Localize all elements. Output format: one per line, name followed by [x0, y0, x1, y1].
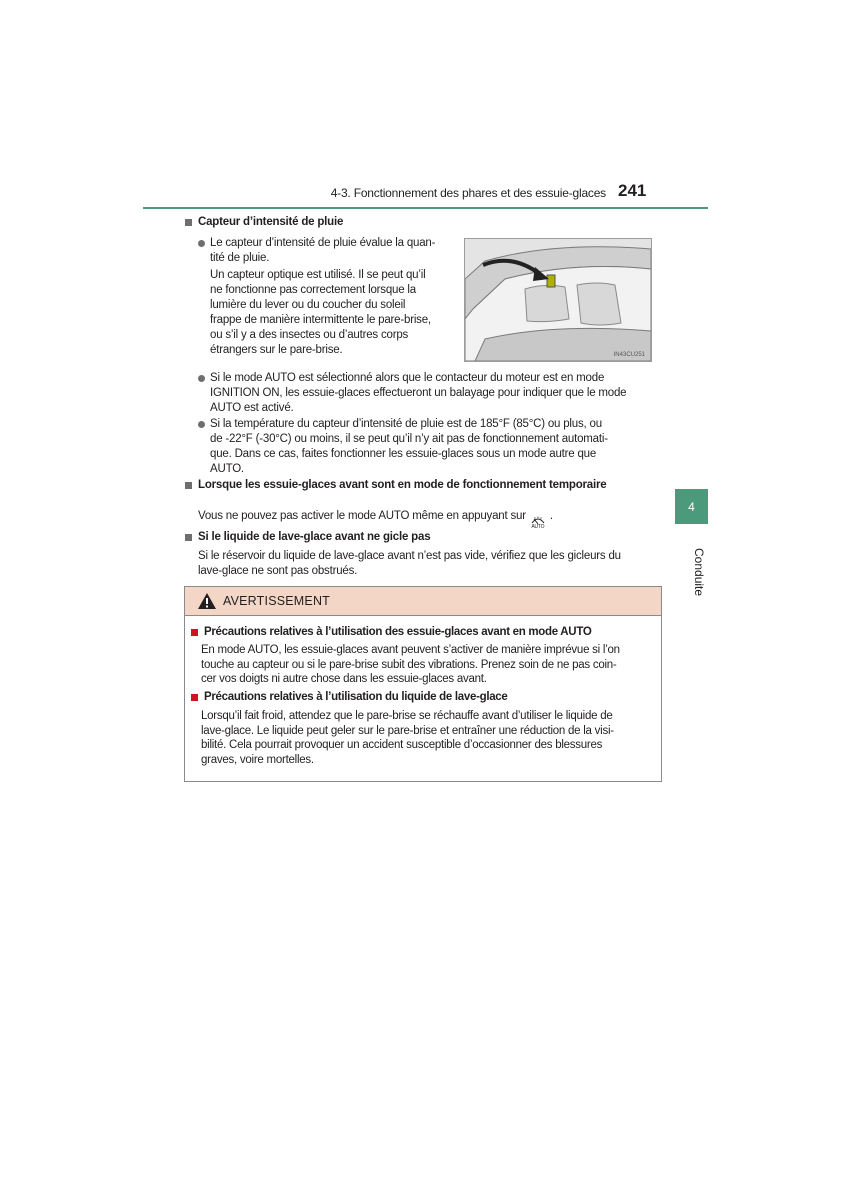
chapter-label: Conduite: [692, 548, 706, 597]
header-divider: [143, 207, 708, 209]
section-heading-temporary-mode: [185, 479, 606, 491]
chapter-number: 4: [688, 499, 695, 514]
text-line: Lorsqu’il fait froid, attendez que le pare-brise se réchauffe avant d’utiliser le liquide de: [201, 710, 613, 722]
bullet-item: [198, 417, 662, 477]
page-number: 241: [618, 181, 647, 200]
round-bullet-icon: [198, 240, 205, 247]
text-line: Si le mode AUTO est sélectionné alors que le contacteur du moteur est en mode: [210, 372, 605, 384]
section-heading-text: Capteur d’intensité de pluie: [198, 216, 344, 228]
text-line: IGNITION ON, les essuie-glaces effectueront un balayage pour indiquer que le mode: [210, 387, 627, 399]
warning-triangle-icon: [197, 592, 217, 610]
text-line: lumière du lever ou du coucher du soleil: [210, 299, 406, 311]
warning-box: [184, 586, 662, 782]
warning-title: AVERTISSEMENT: [223, 594, 331, 608]
section-heading-text: Lorsque les essuie-glaces avant sont en mode de fonctionnement temporaire: [198, 479, 607, 491]
text-line: Si le réservoir du liquide de lave-glace avant n’est pas vide, vérifiez que les gicleurs du: [198, 550, 621, 562]
text-line: Un capteur optique est utilisé. Il se peut qu’il: [210, 269, 426, 281]
section-title: 4-3. Fonctionnement des phares et des essuie-glaces: [330, 186, 606, 200]
warning-heading-text: Précautions relatives à l’utilisation des essuie-glaces avant en mode AUTO: [204, 626, 592, 638]
paragraph: [198, 509, 662, 530]
text-run: .: [549, 510, 553, 522]
red-square-bullet-icon: [191, 694, 198, 701]
bullet-continuation: [210, 268, 448, 358]
windshield-diagram: [465, 239, 651, 361]
text-line: Si la température du capteur d’intensité de pluie est de 185°F (85°C) ou plus, ou: [210, 418, 602, 430]
bullet-item: [198, 371, 662, 416]
warning-header: [185, 587, 661, 616]
round-bullet-icon: [198, 375, 205, 382]
text-line: tité de pluie.: [210, 252, 270, 264]
text-line: AUTO est activé.: [210, 402, 294, 414]
warning-heading-text: Précautions relatives à l’utilisation du liquide de lave-glace: [204, 691, 508, 703]
text-line: Le capteur d’intensité de pluie évalue la quan-: [210, 237, 436, 249]
paragraph: [198, 549, 662, 579]
text-line: étrangers sur le pare-brise.: [210, 344, 343, 356]
auto-icon-label: AUTO: [531, 524, 545, 530]
text-line: ou s’il y a des insectes ou d’autres corps: [210, 329, 409, 341]
square-bullet-icon: [185, 534, 192, 541]
warning-item-heading: [191, 626, 591, 638]
warning-item-heading: [191, 691, 508, 703]
text-line: lave-glace. Le liquide peut geler sur le pare-brise et entraîner une réduction de la visi-: [201, 724, 614, 737]
wiper-auto-icon: [531, 516, 545, 530]
square-bullet-icon: [185, 482, 192, 489]
text-line: AUTO.: [210, 463, 244, 475]
chapter-number-tab: [675, 489, 708, 524]
figure-code: IN43CU251: [613, 352, 645, 358]
bullet-text: [210, 236, 450, 266]
text-line: lave-glace ne sont pas obstrués.: [198, 565, 358, 577]
round-bullet-icon: [198, 421, 205, 428]
bullet-text: [210, 417, 662, 477]
section-heading-washer-fluid: [185, 531, 430, 543]
bullet-item: [198, 236, 450, 266]
section-heading-text: Si le liquide de lave-glace avant ne gicle pas: [198, 531, 431, 543]
text-line: ne fonctionne pas correctement lorsque la: [210, 284, 416, 296]
bullet-text: [210, 371, 662, 416]
text-line: cer vos doigts ni autre chose dans les essuie-glaces avant.: [201, 673, 487, 685]
warning-paragraph: [201, 709, 653, 767]
warning-paragraph: [201, 643, 653, 687]
text-line: En mode AUTO, les essuie-glaces avant peuvent s’activer de manière imprévue si l’on: [201, 644, 620, 656]
red-square-bullet-icon: [191, 629, 198, 636]
square-bullet-icon: [185, 219, 192, 226]
text-line: frappe de manière intermittente le pare-brise,: [210, 314, 431, 326]
text-line: que. Dans ce cas, faites fonctionner les essuie-glaces sous un mode autre que: [210, 448, 597, 460]
text-line: de -22°F (-30°C) ou moins, il se peut qu’il n’y ait pas de fonctionnement automati-: [210, 433, 608, 445]
text-line: touche au capteur ou si le pare-brise subit des vibrations. Prenez soin de ne pas coin-: [201, 658, 617, 671]
section-heading-rain-sensor: [185, 216, 343, 228]
text-run: Vous ne pouvez pas activer le mode AUTO même en appuyant sur: [198, 510, 526, 522]
text-line: graves, voire mortelles.: [201, 753, 314, 766]
rain-sensor-illustration: [464, 238, 652, 362]
text-line: bilité. Cela pourrait provoquer un accident susceptible d’occasionner des blessures: [201, 739, 603, 751]
